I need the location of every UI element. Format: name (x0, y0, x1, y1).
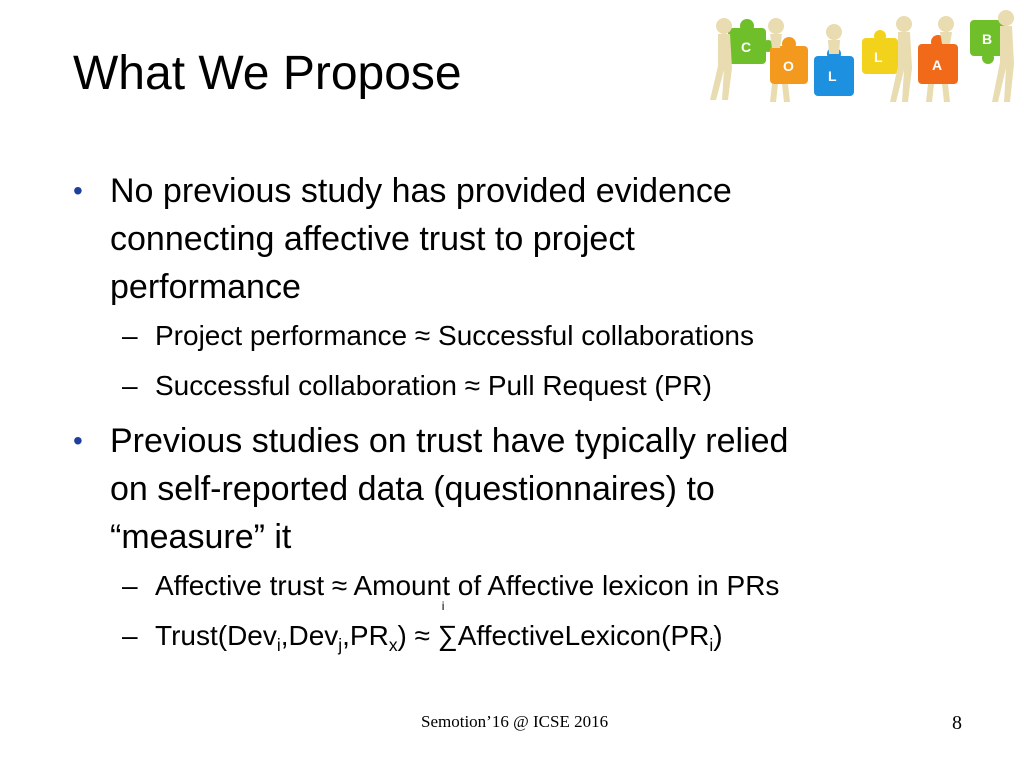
dash-marker: – (122, 570, 138, 601)
bullet-line: on self-reported data (questionnaires) to (110, 470, 715, 508)
bullet-line: No previous study has provided evidence (110, 172, 732, 210)
bullet-marker: • (73, 175, 83, 206)
slide-footer: Semotion’16 @ ICSE 2016 (421, 712, 609, 731)
sub-bullet-item (122, 316, 754, 356)
page-number: 8 (952, 712, 962, 734)
formula-bullet (122, 599, 723, 656)
slide-title: What We Propose (73, 47, 462, 100)
bullet-marker: • (73, 425, 83, 456)
svg-text:A: A (932, 57, 943, 73)
dash-marker: – (122, 620, 138, 651)
bullet-line: Previous studies on trust have typically relied (110, 422, 789, 460)
sub-bullet-item (122, 566, 780, 606)
dash-marker: – (122, 320, 138, 351)
bullet-line: connecting affective trust to project (110, 220, 635, 258)
sigma-symbol: i ∑ (437, 599, 458, 651)
bullet-line: performance (110, 268, 301, 306)
bullet-line: “measure” it (110, 518, 292, 556)
svg-text:L: L (874, 49, 883, 65)
dash-marker: – (122, 370, 138, 401)
svg-text:L: L (828, 68, 837, 84)
sub-bullet-text: Project performance ≈ Successful collaborations (155, 320, 754, 351)
svg-text:C: C (741, 39, 752, 55)
svg-text:B: B (982, 31, 993, 47)
bullet-item (73, 167, 890, 311)
sub-bullet-item (122, 366, 712, 406)
bullet-item (73, 417, 930, 561)
sub-bullet-text: Affective trust ≈ Amount of Affective lexicon in PRs (155, 570, 780, 601)
svg-text:O: O (783, 58, 794, 74)
sub-bullet-text: Successful collaboration ≈ Pull Request (PR) (155, 370, 712, 401)
formula: $Trust(Dev_i,Dev_j,PR_x)$ ≈ i $\sum AffectiveLexicon(PR_i)$ (155, 599, 723, 656)
